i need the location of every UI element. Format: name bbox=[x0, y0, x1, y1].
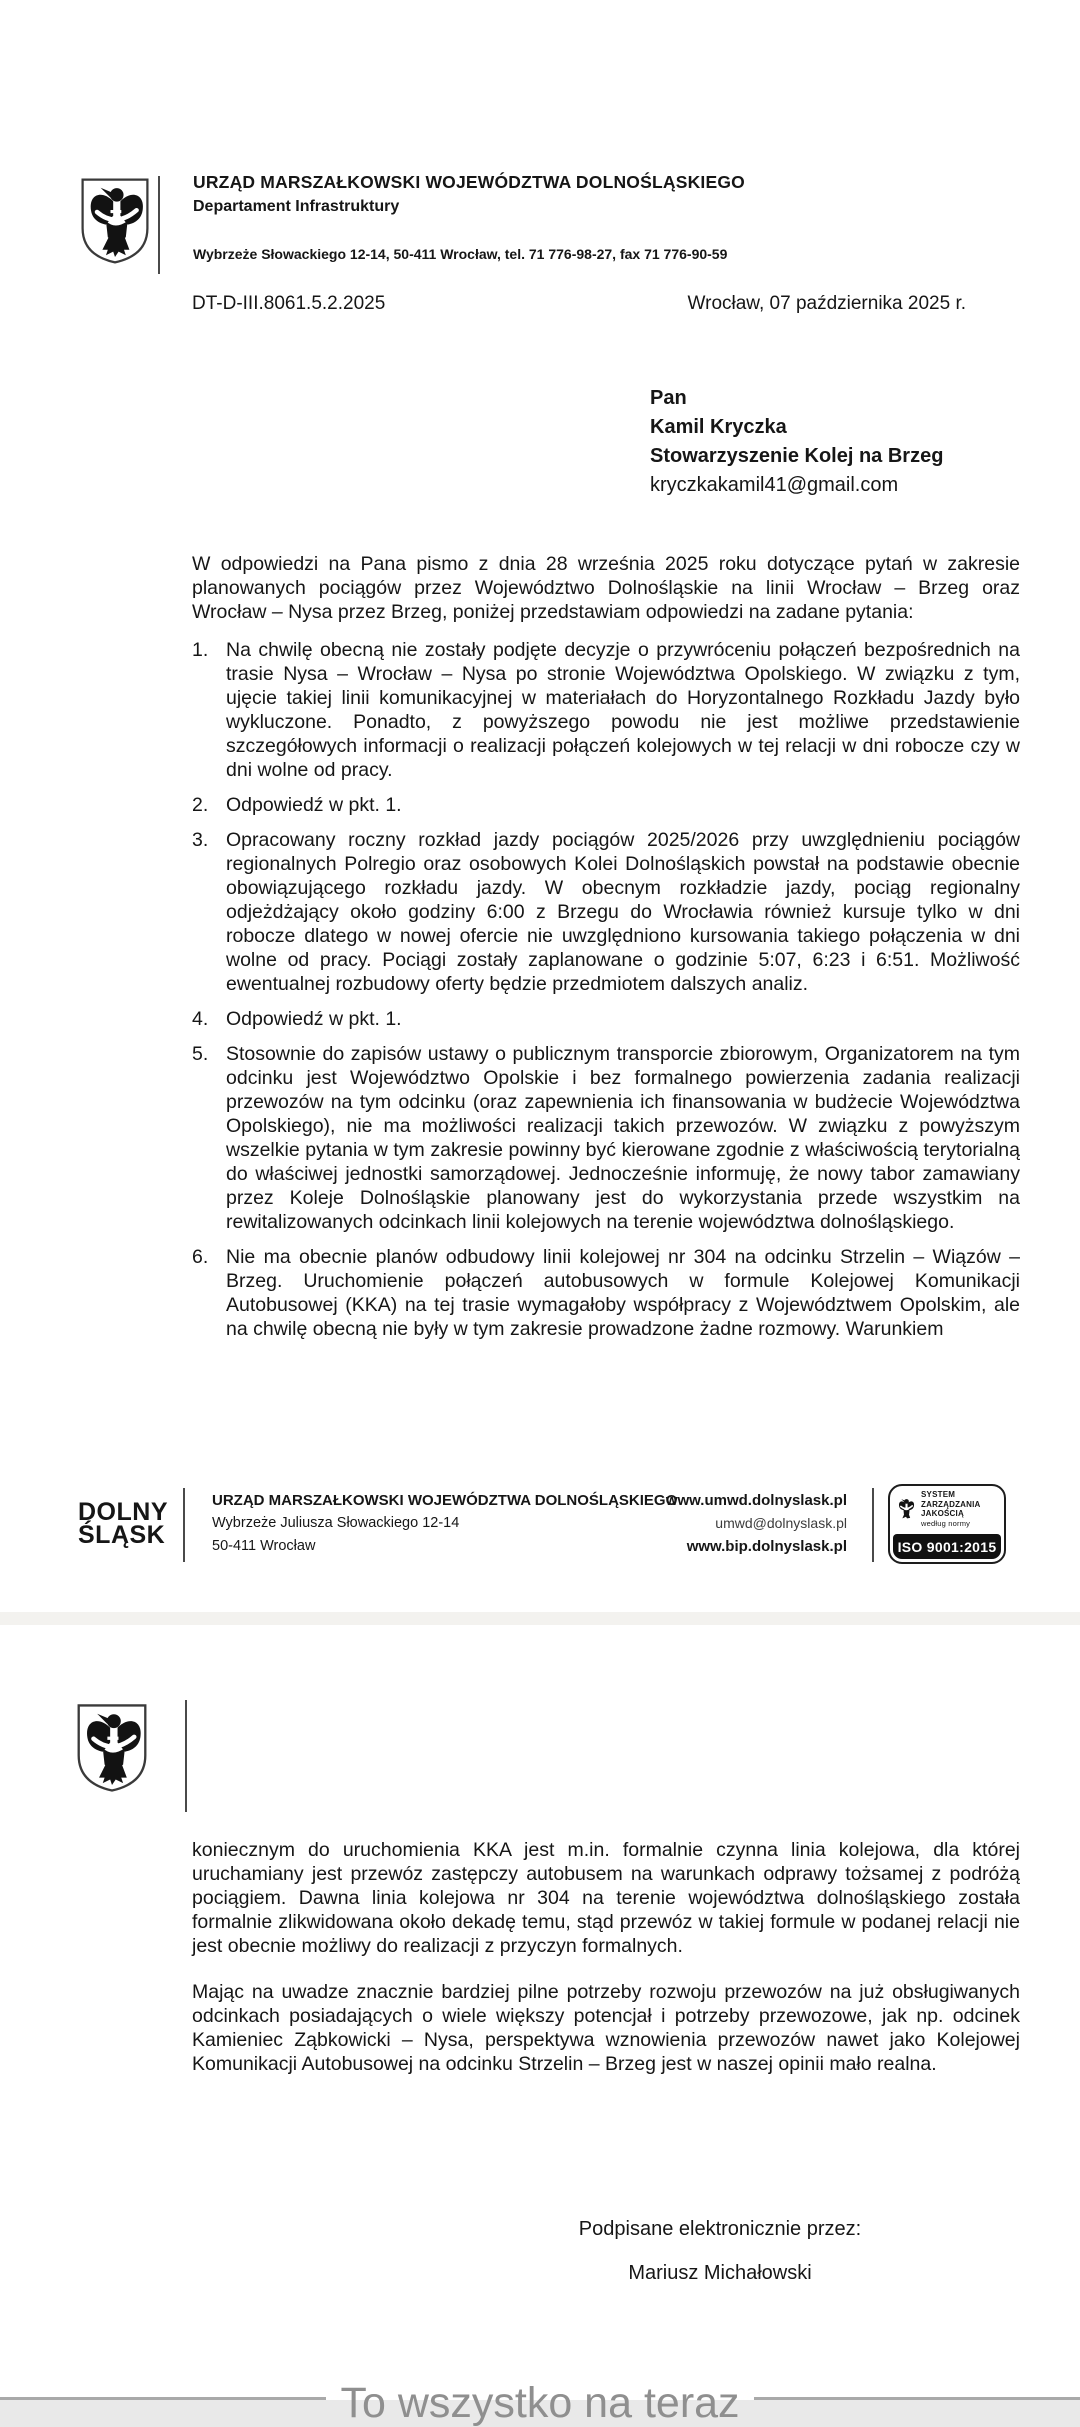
list-item-text: Odpowiedź w pkt. 1. bbox=[226, 794, 402, 816]
closing-paragraph: Mając na uwadze znacznie bardziej pilne potrzeby rozwoju przewozów na już obsługiwanych odcinkach posiadających o wiele większy potencjał i potrzeby przewozowe, jak np. odcinek Kamieniec Ząbkowicki – Nysa, perspektywa wznowienia przewozów nawet jako Kolejowej Komunikacji Autobusowej na odcinku Strzelin – Brzeg jest w naszej opinii mało realna. bbox=[192, 1981, 1020, 2075]
lower-silesia-eagle-crest-icon bbox=[79, 176, 151, 266]
brand-line-2: ŚLĄSK bbox=[78, 1521, 166, 1549]
end-of-message-divider bbox=[0, 2381, 1080, 2426]
list-item-text: Stosownie do zapisów ustawy o publicznym transporcie zbiorowym, Organizatorem na tym odcinku jest Województwo Opolskie i bez formalnego powierzenia zadania realizacji przewozów na tym odcinku (oraz zapewnienia ich finansowania w budżecie Województwa Opolskiego), nie ma możliwości realizacji takich przewozów. W związku z powyższym wszelkie pytania w tym zakresie powinny być kierowane zgodnie z właściwością terytorialną do właściwej jednostki samorządowej. Jednocześnie informuję, że nowy tabor zamawiany przez Koleje Dolnośląskie planowany jest do wykorzystania przede wszystkim na rewitalizowanych odcinkach linii kolejowych na terenie województwa dolnośląskiego. bbox=[226, 1043, 1020, 1233]
place-and-date: Wrocław, 07 października 2025 r. bbox=[687, 293, 966, 314]
list-item bbox=[192, 793, 1020, 817]
list-item bbox=[192, 1007, 1020, 1031]
iso-badge-text bbox=[921, 1490, 981, 1528]
list-item-number: 3. bbox=[192, 829, 209, 851]
letter-body bbox=[192, 552, 1020, 1352]
iso-badge-top bbox=[890, 1486, 1004, 1528]
footer-bip-website: www.bip.dolnyslask.pl bbox=[686, 1538, 847, 1555]
list-item bbox=[192, 638, 1020, 782]
recipient-salutation: Pan bbox=[650, 387, 687, 409]
letter-body-continued bbox=[192, 1838, 1020, 2098]
signature-block bbox=[520, 2218, 920, 2285]
list-item-text: Odpowiedź w pkt. 1. bbox=[226, 1008, 402, 1030]
list-item-number: 6. bbox=[192, 1246, 209, 1268]
list-item-number: 1. bbox=[192, 639, 209, 661]
footer-address-block bbox=[212, 1489, 677, 1558]
list-item bbox=[192, 828, 1020, 996]
case-reference-number: DT-D-III.8061.5.2.2025 bbox=[192, 293, 386, 314]
footer-email: umwd@dolnyslask.pl bbox=[715, 1515, 847, 1531]
letterhead-organization: URZĄD MARSZAŁKOWSKI WOJEWÓDZTWA DOLNOŚLĄSKIEGO bbox=[193, 172, 745, 192]
intro-paragraph: W odpowiedzi na Pana pismo z dnia 28 września 2025 roku dotyczące pytań w zakresie planowanych pociągów przez Województwo Dolnośląskie na linii Wrocław – Brzeg oraz Wrocław – Nysa przez Brzeg, poniżej przedstawiam odpowiedzi na zadane pytania: bbox=[192, 553, 1020, 623]
recipient-organization: Stowarzyszenie Kolej na Brzeg bbox=[650, 445, 944, 467]
letterhead bbox=[193, 172, 953, 262]
footer-organization: URZĄD MARSZAŁKOWSKI WOJEWÓDZTWA DOLNOŚLĄSKIEGO bbox=[212, 1492, 678, 1509]
letterhead-department: Departament Infrastruktury bbox=[193, 198, 400, 215]
page-separator bbox=[0, 1612, 1080, 1625]
divider-line-right bbox=[754, 2397, 1080, 2400]
continuation-paragraph: koniecznym do uruchomienia KKA jest m.in. formalnie czynna linia kolejowa, dla której uruchamiany jest przewóz zastępczy autobusem na warunkach odprawy tożsamej z podróżą pociągiem. Dawna linia kolejowa nr 304 na terenie województwa dolnośląskiego została formalnie zlikwidowana około dekadę temu, stąd przewóz w takiej formule w podanej relacji nie jest obecnie możliwy do realizacji z przyczyn formalnych. bbox=[192, 1839, 1020, 1957]
page-footer bbox=[0, 1486, 1080, 1566]
list-item-text: Opracowany roczny rozkład jazdy pociągów 2025/2026 przy uwzględnieniu pociągów regionalnych Polregio oraz osobowych Kolei Dolnośląskich powstał na podstawie obecnie obowiązującego rozkładu jazdy. W obecnym rozkładzie jazdy, pociąg regionalny odjeżdżający około godziny 6:00 z Brzegu do Wrocławia również kursuje tylko w dni robocze dlatego w nowej ofercie nie uwzględniono kursowania takiego połączenia w dni wolne od pracy. Pociągi zostały zaplanowane o godzinie 5:07, 6:23 i 6:51. Możliwość ewentualnej rozbudowy oferty będzie przedmiotem dalszych analiz. bbox=[226, 829, 1020, 995]
footer-web-block bbox=[666, 1489, 847, 1558]
list-item-text: Nie ma obecnie planów odbudowy linii kolejowej nr 304 na odcinku Strzelin – Wiązów – Brzeg. Uruchomienie połączeń autobusowych w formule Kolejowej Komunikacji Autobusowej (KKA) na tej trasie wymagałoby współpracy z Województwem Opolskim, ale na chwilę obecną nie były w tym zakresie prowadzone żadne rozmowy. Warunkiem bbox=[226, 1246, 1020, 1340]
recipient-email: kryczkakamil41@gmail.com bbox=[650, 474, 899, 496]
list-item-number: 4. bbox=[192, 1008, 209, 1030]
divider-line-left bbox=[0, 2397, 326, 2400]
letterhead-divider bbox=[158, 176, 160, 274]
lower-silesia-eagle-crest-icon bbox=[75, 1700, 149, 1796]
signature-name: Mariusz Michałowski bbox=[628, 2262, 812, 2284]
badge-line: SYSTEM bbox=[921, 1490, 956, 1499]
letterhead-divider bbox=[185, 1700, 187, 1812]
recipient-name: Kamil Kryczka bbox=[650, 416, 787, 438]
dolny-slask-logo bbox=[78, 1498, 168, 1549]
list-item-number: 5. bbox=[192, 1043, 209, 1065]
letterhead-address: Wybrzeże Słowackiego 12-14, 50-411 Wrocław, tel. 71 776-98-27, fax 71 776-90-59 bbox=[193, 246, 728, 262]
list-item-text: Na chwilę obecną nie zostały podjęte decyzje o przywróceniu połączeń bezpośrednich na trasie Nysa – Wrocław – Nysa po stronie Województwa Opolskiego. W związku z tym, ujęcie takiej linii komunikacyjnej w materiałach do Horyzontalnego Rozkładu Jazdy było wykluczone. Ponadto, z powyższego powodu nie jest możliwe przedstawienie szczegółowych informacji o realizacji połączeń kolejowych w tej relacji w dni robocze czy w dni wolne od pracy. bbox=[226, 639, 1020, 781]
badge-line: JAKOŚCIĄ bbox=[921, 1509, 964, 1518]
badge-line: ZARZĄDZANIA bbox=[921, 1499, 981, 1509]
footer-city: 50-411 Wrocław bbox=[212, 1538, 316, 1554]
recipient-block bbox=[650, 384, 943, 500]
signature-label: Podpisane elektronicznie przez: bbox=[578, 2218, 862, 2240]
footer-divider-left bbox=[183, 1488, 185, 1562]
list-item-number: 2. bbox=[192, 794, 209, 816]
brand-line-1: DOLNY bbox=[78, 1498, 168, 1526]
iso-quality-badge bbox=[888, 1484, 1006, 1564]
iso-9001-label: ISO 9001:2015 bbox=[893, 1534, 1001, 1559]
end-of-message-text: To wszystko na teraz bbox=[340, 2379, 740, 2427]
badge-line: według normy bbox=[921, 1518, 971, 1528]
list-item bbox=[192, 1042, 1020, 1234]
reference-row bbox=[192, 293, 966, 315]
badge-eagle-icon bbox=[895, 1496, 917, 1522]
list-item bbox=[192, 1245, 1020, 1341]
footer-street: Wybrzeże Juliusza Słowackiego 12-14 bbox=[212, 1515, 460, 1531]
footer-divider-right bbox=[872, 1488, 874, 1562]
footer-website: www.umwd.dolnyslask.pl bbox=[665, 1492, 847, 1509]
